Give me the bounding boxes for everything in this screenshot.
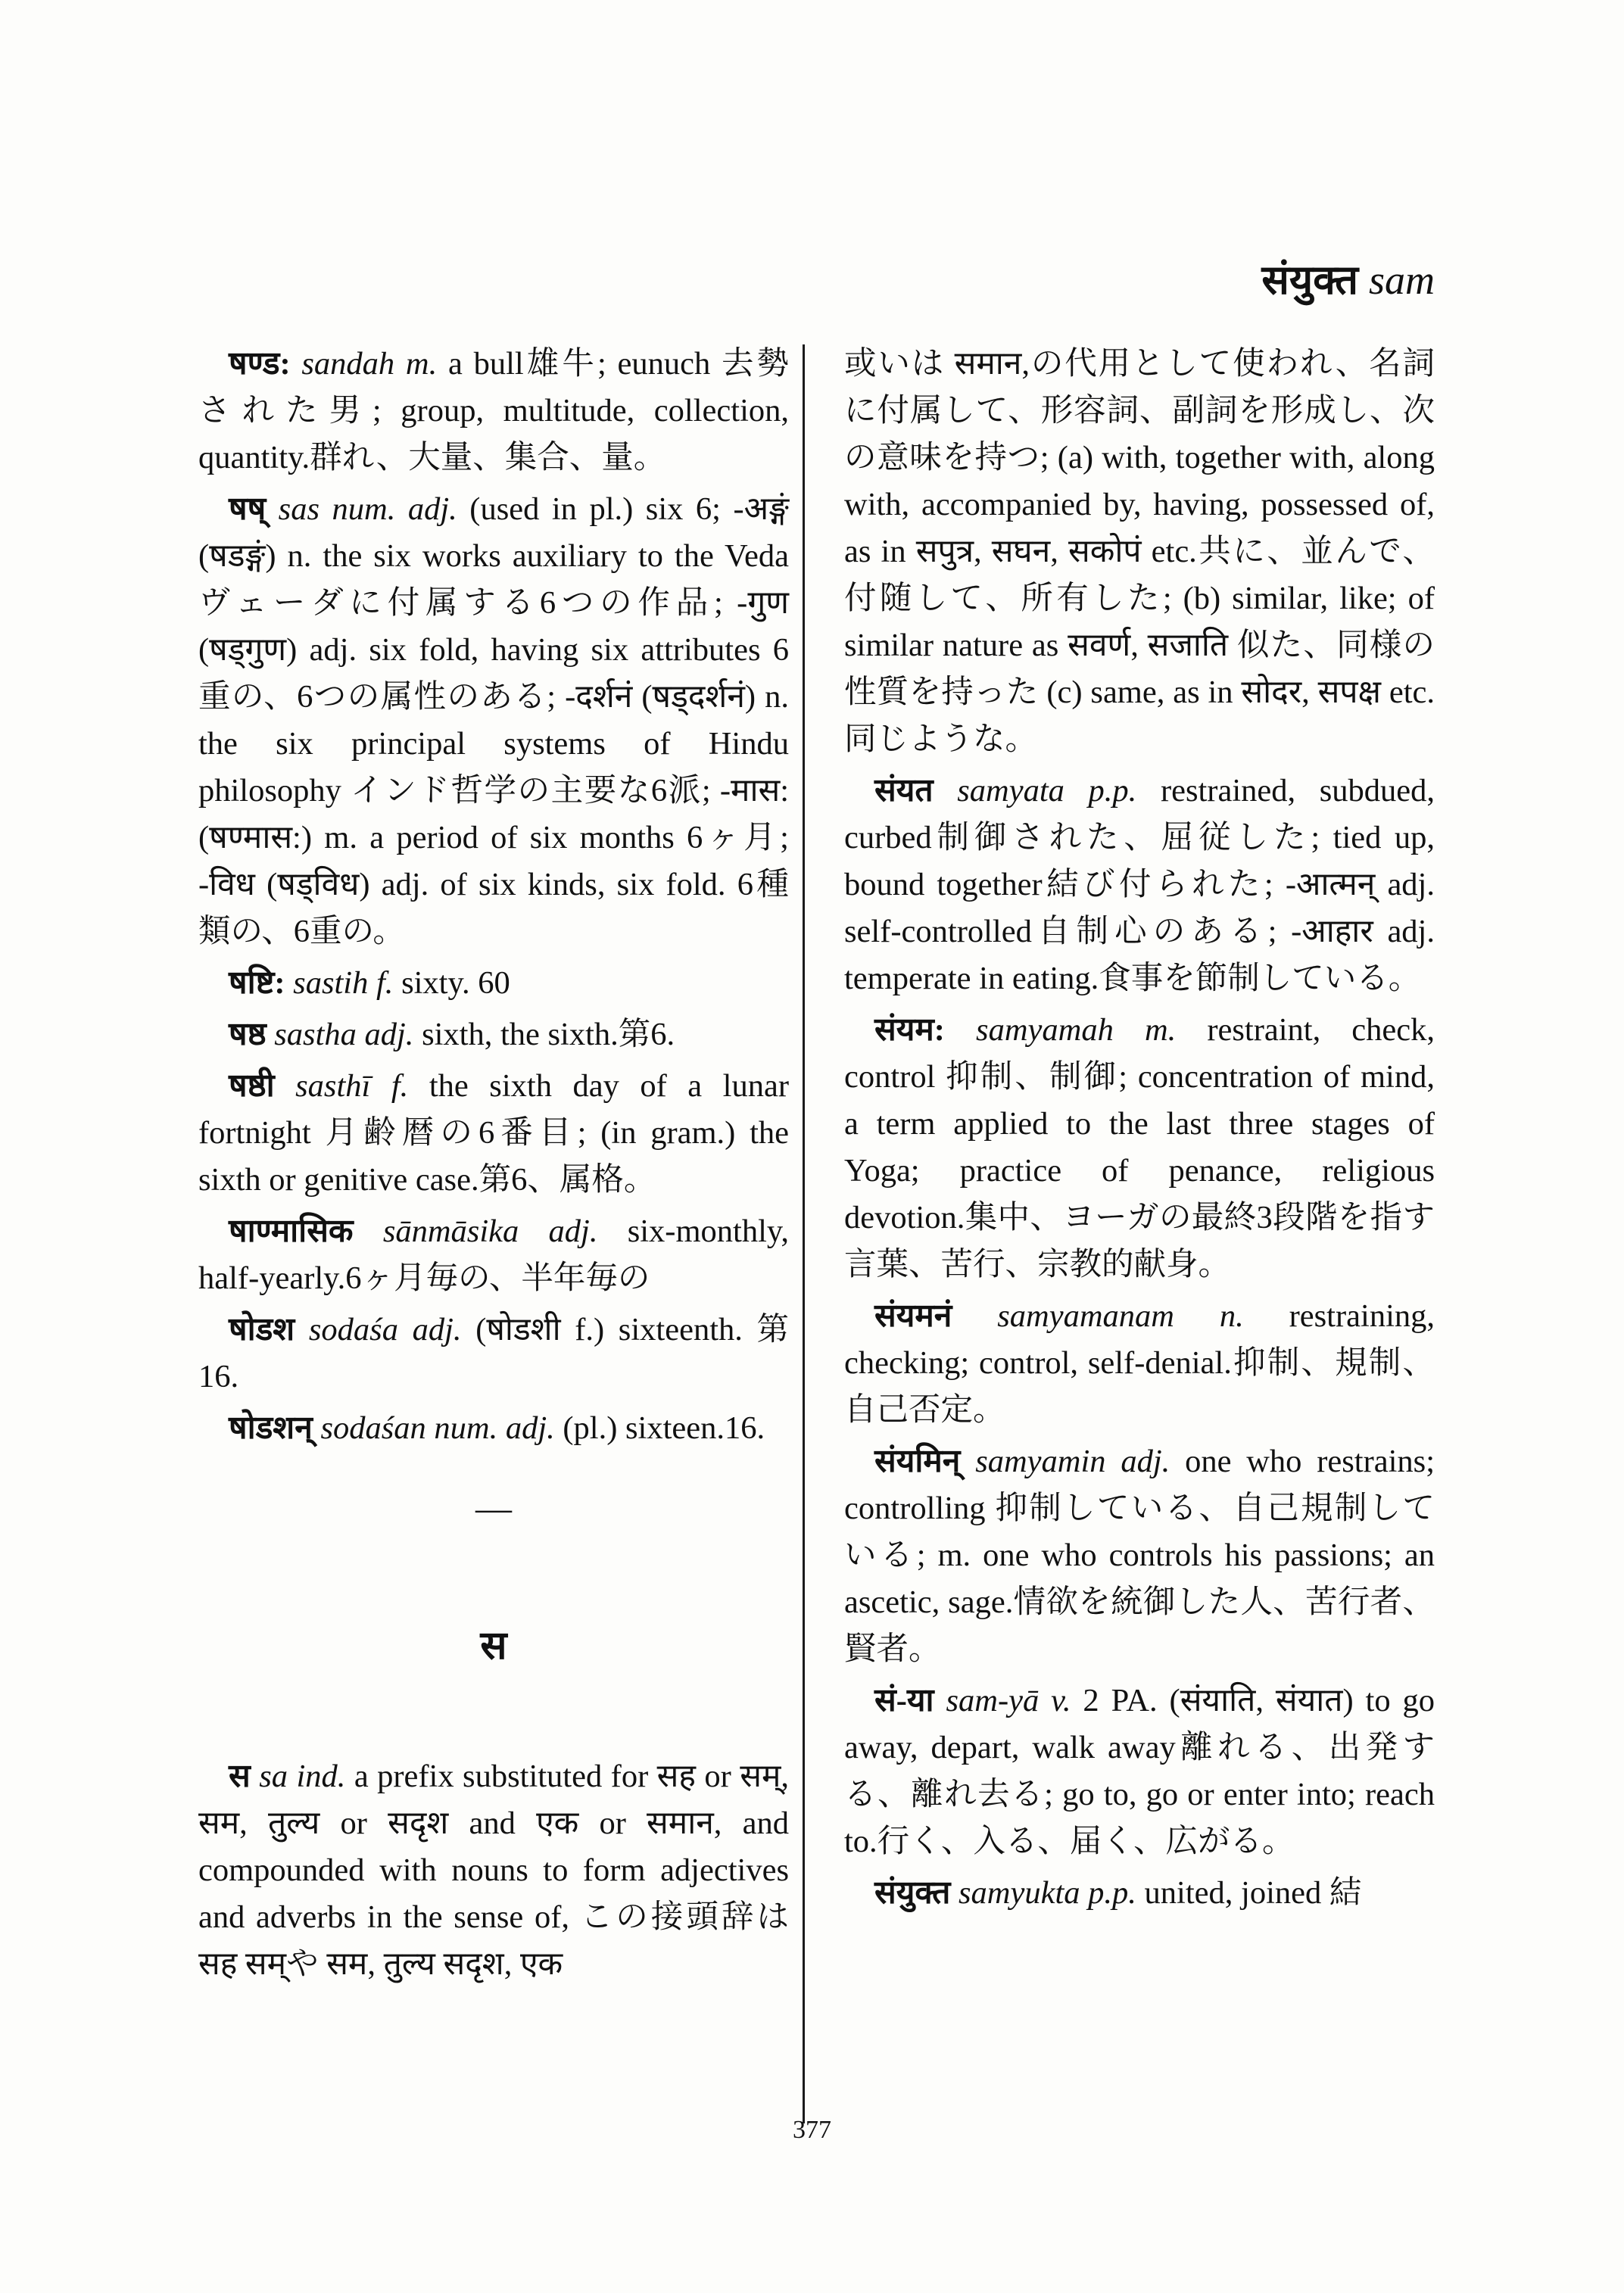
section-letter-heading: स [480, 1625, 507, 1668]
entry-translit: samyamanam [997, 1298, 1174, 1334]
entry-translit: samyamin [975, 1444, 1106, 1479]
entry-translit: sam-yā [946, 1683, 1040, 1718]
entry-headword: संयत [874, 773, 934, 808]
entry-translit: sastih [293, 965, 369, 1001]
dict-entry [198, 1011, 789, 1058]
entry-definition: sixty. 60 [401, 965, 510, 1001]
dict-entry [844, 1007, 1435, 1288]
entry-grammar: adj. [412, 1312, 462, 1347]
entry-grammar: adj. [364, 1017, 414, 1052]
entry-grammar: adj. [548, 1213, 598, 1249]
entry-grammar: num. adj. [332, 491, 457, 527]
dict-entry [844, 768, 1435, 1002]
dict-entry [844, 1293, 1435, 1434]
entry-translit: samyukta [959, 1875, 1080, 1911]
entry-definition: restrained, subdued, curbed制御された、屈従した; tied up, bound together結び付られた; -आत्मन् adj. self-controlled自制心のある; -आहार adj. temperate in eating.食事を節制している。 [844, 773, 1435, 996]
entry-headword: षोडश [229, 1312, 295, 1347]
entry-grammar: p.p. [1088, 1875, 1136, 1911]
right-column [844, 341, 1435, 1921]
entry-headword: संयुक्त [874, 1875, 951, 1911]
header-translit: sam [1368, 257, 1435, 303]
entry-headword: सं-या [874, 1683, 934, 1718]
entry-translit: sodaśa [308, 1312, 398, 1347]
entry-headword: षष्ठ [229, 1017, 267, 1052]
header-headword: संयुक्त [1261, 257, 1358, 303]
entry-headword: षष् [229, 491, 267, 527]
section-divider-dash: — [475, 1488, 512, 1528]
entry-grammar: m. [1144, 1012, 1177, 1048]
entry-headword: संयमिन् [874, 1444, 961, 1479]
entry-definition: (used in pl.) six 6; -अङ्गं (षडङ्गं) n. the six works auxiliary to the Vedaヴェーダに付属する6つの作品; -गुण (षड्गुण) adj. six fold, having six attributes 6重の、6つの属性のある; -दर्शनं (षड्दर्शनं) n. the six principal systems of Hindu philosophy インド哲学の主要な6派; -मास: (षण्मास:) m. a period of six months 6ヶ月; -विध (षड्विध) adj. of six kinds, six fold. 6種類の、6重の。 [198, 491, 789, 949]
entry-headword: षाण्मासिक [229, 1213, 354, 1249]
entry-definition: the sixth day of a lunar fortnight 月齢暦の6番目; (in gram.) the sixth or genitive case.第6、属格。 [198, 1068, 790, 1198]
entry-translit: sandah [301, 346, 395, 382]
entry-definition: a bull雄牛; eunuch 去勢された男; group, multitude, collection, quantity.群れ、大量、集合、量。 [198, 346, 790, 475]
entry-grammar: ind. [296, 1759, 346, 1794]
entry-definition: (षोडशी f.) sixteenth. 第16. [198, 1312, 790, 1394]
entry-translit: sānmāsika [382, 1213, 519, 1249]
dict-entry [198, 341, 789, 481]
entry-translit: samyata [957, 773, 1064, 808]
entry-translit: sastha [274, 1017, 357, 1052]
column-divider [803, 344, 805, 2123]
entry-definition: one who restrains; controlling 抑制している、自己規制している; m. one who controls his passions; an ascetic, sage.情欲を統御した人、苦行者、賢者。 [844, 1444, 1435, 1667]
entry-definition: restraining, checking; control, self-denial.抑制、規制、自己否定。 [844, 1298, 1435, 1428]
dict-entry-continuation [844, 341, 1435, 763]
entry-grammar: m. [405, 346, 438, 382]
dict-entry [844, 1678, 1435, 1865]
entry-grammar: v. [1051, 1683, 1071, 1718]
entry-headword: षष्ठी [229, 1068, 275, 1104]
left-column [198, 341, 789, 1992]
dict-entry [198, 960, 789, 1007]
entry-headword: षण्ड: [229, 346, 291, 382]
entry-definition: 2 PA. (संयाति, संयात) to go away, depart, walk away離れる、出発する、離れ去る; go to, go or enter into; reach to.行く、入る、届く、広がる。 [844, 1683, 1435, 1859]
page-number: 377 [793, 2116, 831, 2144]
entry-grammar: adj. [1121, 1444, 1170, 1479]
running-header [1261, 250, 1435, 306]
entry-definition: six-monthly, half-yearly.6ヶ月毎の、半年毎の [198, 1213, 789, 1296]
entry-headword: षोडशन् [229, 1410, 313, 1446]
dict-entry [198, 1063, 789, 1204]
dict-entry [198, 1405, 789, 1452]
entry-headword: स [229, 1759, 251, 1794]
entry-headword: संयम: [874, 1012, 945, 1048]
entry-grammar: f. [391, 1068, 409, 1104]
dict-entry [844, 1870, 1435, 1917]
entry-definition: sixth, the sixth.第6. [422, 1017, 675, 1052]
entry-grammar: f. [376, 965, 394, 1001]
entry-definition: a prefix substituted for सह or सम्, सम, तुल्य or सदृश and एक or समान, and compounded with nouns to form adjectives and adverbs in the sense of, この接頭辞は सह सम्や सम, तुल्य सदृश, एक [198, 1759, 790, 1982]
dict-entry [198, 486, 789, 955]
entry-grammar: num. adj. [434, 1410, 555, 1446]
entry-headword: संयमनं [874, 1298, 952, 1334]
entry-definition: united, joined 結 [1144, 1875, 1362, 1911]
entry-definition: restraint, check, control 抑制、制御; concentration of mind, a term applied to the last three stages of Yoga; practice of penance, religious devotion.集中、ヨーガの最終3段階を指す言葉、苦行、宗教的献身。 [844, 1012, 1435, 1282]
dict-entry [198, 1307, 789, 1400]
entry-grammar: n. [1219, 1298, 1244, 1334]
dict-entry [198, 1208, 789, 1302]
entry-translit: sodaśan [320, 1410, 426, 1446]
entry-translit: sa [259, 1759, 288, 1794]
entry-definition: (pl.) sixteen.16. [563, 1410, 765, 1446]
entry-translit: samyamah [976, 1012, 1114, 1048]
entry-definition: 或いは समान,の代用として使われ、名詞に付属して、形容詞、副詞を形成し、次の意味を持つ; (a) with, together with, along with, accompanied by, having, possessed of, as in सपुत्र, सघन, सकोपं etc.共に、並んで、付随して、所有した; (b) similar, like; of similar nature as सवर्ण, सजाति 似た、同様の性質を持った (c) same, as in सोदर, सपक्ष etc.同じような。 [844, 346, 1435, 757]
dict-entry [198, 1753, 789, 1988]
entry-translit: sas [278, 491, 320, 527]
entry-headword: षष्टि: [229, 965, 285, 1001]
entry-translit: sasthī [295, 1068, 371, 1104]
entry-grammar: p.p. [1088, 773, 1137, 808]
dict-entry [844, 1438, 1435, 1673]
